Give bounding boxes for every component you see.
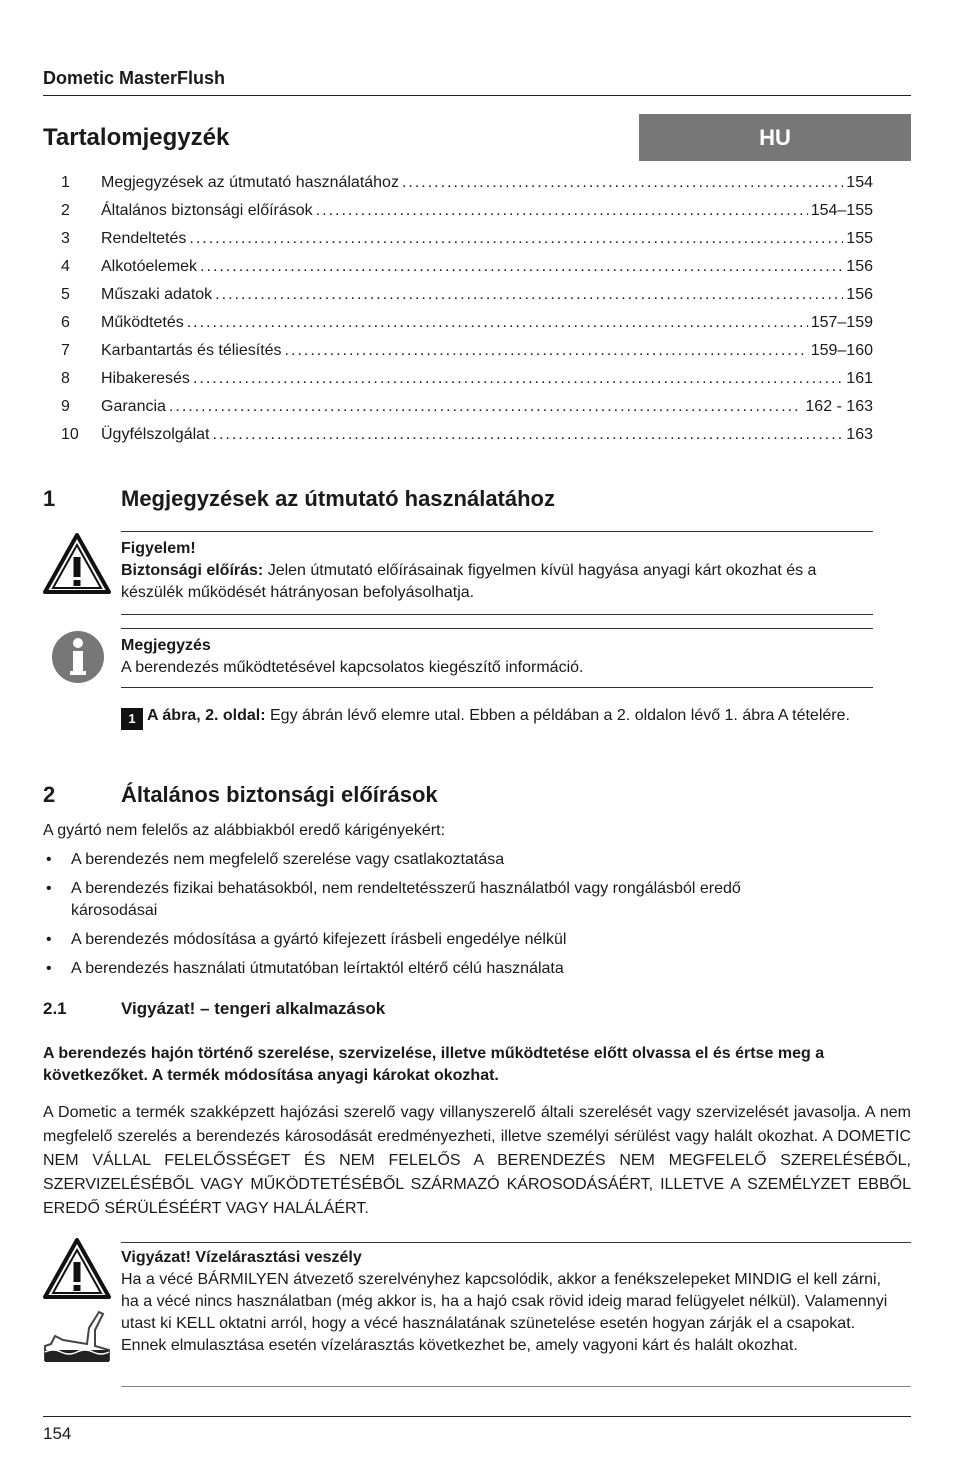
marine-warning-bold: A berendezés hajón történő szerelése, szervizelése, illetve működtetése előtt olvassa el és értse meg a következőket. A termék módosítása anyagi károkat okozhat.	[43, 1045, 825, 1084]
toc-entry-number: 5	[61, 286, 70, 303]
list-item	[43, 849, 843, 871]
list-item-text: A berendezés használati útmutatóban leírtaktól eltérő célú használata	[71, 960, 564, 977]
document-header-title: Dometic MasterFlush	[43, 68, 226, 88]
toc-entry-page: 154–155	[810, 202, 873, 219]
toc-entry-label: Alkotóelemek	[101, 258, 198, 275]
bullet-icon: •	[46, 931, 52, 948]
toc-leader-dots	[200, 258, 843, 276]
toc-entry-number: 10	[61, 426, 79, 443]
table-of-contents	[61, 174, 873, 454]
toc-entry-page: 162 - 163	[805, 398, 873, 415]
toc-entry-page: 155	[846, 230, 873, 247]
divider	[121, 687, 873, 688]
bullet-icon: •	[46, 880, 52, 897]
toc-entry-number: 4	[61, 258, 70, 275]
toc-entry[interactable]	[61, 202, 873, 230]
toc-title: Tartalomjegyzék	[43, 124, 230, 151]
toc-entry-number: 7	[61, 342, 70, 359]
toc-entry[interactable]	[61, 342, 873, 370]
section-2-intro: A gyártó nem felelős az alábbiakból eredő kárigényekért:	[43, 822, 446, 839]
warning-text: Jelen útmutató előírásainak figyelmen kívül hagyása anyagi kárt okozhat és a készülék működését hátrányosan befolyásolhatja.	[121, 562, 817, 601]
warning-notice	[121, 538, 873, 604]
figure-reference-lead: A ábra, 2. oldal:	[147, 707, 266, 724]
toc-leader-dots	[285, 342, 808, 360]
toc-entry-label: Ügyfélszolgálat	[101, 426, 210, 443]
note-notice	[121, 635, 873, 679]
list-item-text: A berendezés módosítása a gyártó kifejezett írásbeli engedélye nélkül	[71, 931, 567, 948]
toc-leader-dots	[169, 398, 802, 416]
warning-triangle-icon	[43, 533, 111, 595]
section-2-1-title: Vigyázat! – tengeri alkalmazások	[121, 999, 386, 1018]
caution-title: Vigyázat! Vízelárasztási veszély	[121, 1249, 362, 1266]
figure-reference	[121, 705, 873, 730]
toc-leader-dots	[189, 230, 843, 248]
marine-warning-paragraph: A Dometic a termék szakképzett hajózási szerelő vagy villanyszerelő általi szerelését vagy szervizelését javasolja. A nem megfelelő szerelés a berendezés károsodását eredményezheti, illetve személyi sérülést vagy halált okozhat. A DOMETIC NEM VÁLLAL FELELŐSSÉGET ÉS NEM FELELŐS A BERENDEZÉS NEM MEGFELELŐ SZERELÉSÉBŐL, SZERVIZELÉSÉBŐL VAGY MŰKÖDTETÉSÉBŐL SZÁRMAZÓ KÁROSODÁSÁÉRT, ILLETVE A SZEMÉLYZET EBBŐL EREDŐ SÉRÜLÉSÉÉRT VAGY HALÁLÁÉRT.	[43, 1104, 911, 1217]
toc-entry[interactable]	[61, 230, 873, 258]
figure-number-badge: 1	[121, 708, 143, 730]
section-1-title: Megjegyzések az útmutató használatához	[121, 486, 555, 511]
toc-entry-page: 159–160	[810, 342, 873, 359]
toc-entry-number: 1	[61, 174, 70, 191]
section-2-title: Általános biztonsági előírások	[121, 782, 438, 807]
section-1-number: 1	[43, 486, 56, 511]
divider	[121, 1242, 911, 1243]
list-item	[43, 929, 843, 951]
toc-entry-label: Garancia	[101, 398, 166, 415]
toc-entry-number: 8	[61, 370, 70, 387]
toc-entry-label: Műszaki adatok	[101, 286, 213, 303]
toc-entry-page: 154	[846, 174, 873, 191]
toc-entry[interactable]	[61, 314, 873, 342]
toc-entry-label: Rendeltetés	[101, 230, 187, 247]
toc-entry[interactable]	[61, 286, 873, 314]
toc-entry-page: 163	[846, 426, 873, 443]
toc-entry[interactable]	[61, 426, 873, 454]
divider	[121, 1386, 911, 1387]
list-item-text: A berendezés fizikai behatásokból, nem rendeltetésszerű használatból vagy rongálásból eredő károsodásai	[71, 880, 741, 919]
toc-leader-dots	[187, 314, 808, 332]
toc-entry-number: 2	[61, 202, 70, 219]
toc-entry-number: 9	[61, 398, 70, 415]
toc-leader-dots	[215, 286, 843, 304]
toc-entry-number: 6	[61, 314, 70, 331]
warning-title: Figyelem!	[121, 540, 196, 557]
language-badge: HU	[639, 114, 911, 161]
warning-triangle-icon	[43, 1238, 111, 1300]
toc-leader-dots	[402, 174, 843, 192]
list-item-text: A berendezés nem megfelelő szerelése vagy csatlakoztatása	[71, 851, 505, 868]
toc-entry-number: 3	[61, 230, 70, 247]
divider	[121, 628, 873, 629]
flooding-caution-notice	[121, 1247, 903, 1357]
toc-entry-page: 157–159	[810, 314, 873, 331]
note-text: A berendezés működtetésével kapcsolatos kiegészítő információ.	[121, 659, 584, 676]
info-icon	[51, 630, 105, 684]
bullet-icon: •	[46, 960, 52, 977]
toc-entry-label: Működtetés	[101, 314, 184, 331]
page-number: 154	[43, 1424, 72, 1443]
toc-leader-dots	[316, 202, 808, 220]
divider	[121, 614, 873, 615]
section-2-number: 2	[43, 782, 56, 807]
toc-entry-label: Megjegyzések az útmutató használatához	[101, 174, 399, 191]
header-divider	[43, 95, 911, 96]
list-item	[43, 958, 843, 980]
list-item	[43, 878, 843, 922]
warning-lead: Biztonsági előírás:	[121, 562, 264, 579]
toc-entry-page: 156	[846, 286, 873, 303]
note-title: Megjegyzés	[121, 637, 211, 654]
flooding-hazard-icon	[43, 1308, 111, 1364]
toc-entry[interactable]	[61, 174, 873, 202]
toc-leader-dots	[213, 426, 844, 444]
toc-entry-page: 156	[846, 258, 873, 275]
toc-entry-label: Karbantartás és téliesítés	[101, 342, 282, 359]
divider	[121, 531, 873, 532]
liability-list	[43, 849, 843, 980]
bullet-icon: •	[46, 851, 52, 868]
toc-leader-dots	[193, 370, 843, 388]
caution-text: Ha a vécé BÁRMILYEN átvezető szerelvényhez kapcsolódik, akkor a fenékszelepeket MINDIG el kell zárni, ha a vécé nincs használatban (még akkor is, ha a hajó csak rövid ideig marad felügyelet nélkül). Valamennyi utast ki KELL oktatni arról, hogy a vécé használatának szünetelése esetén hogyan zárják el a csapokat. Ennek elmulasztása esetén vízelárasztás következhet be, amely vagyoni kárt és halált okozhat.	[121, 1271, 888, 1354]
toc-entry-label: Általános biztonsági előírások	[101, 202, 313, 219]
toc-entry[interactable]	[61, 398, 873, 426]
toc-entry-label: Hibakeresés	[101, 370, 190, 387]
footer-divider	[43, 1416, 911, 1417]
toc-entry[interactable]	[61, 258, 873, 286]
section-2-1-number: 2.1	[43, 999, 67, 1018]
toc-entry-page: 161	[846, 370, 873, 387]
figure-reference-text: Egy ábrán lévő elemre utal. Ebben a példában a 2. oldalon lévő 1. ábra A tételére.	[265, 707, 850, 724]
toc-entry[interactable]	[61, 370, 873, 398]
